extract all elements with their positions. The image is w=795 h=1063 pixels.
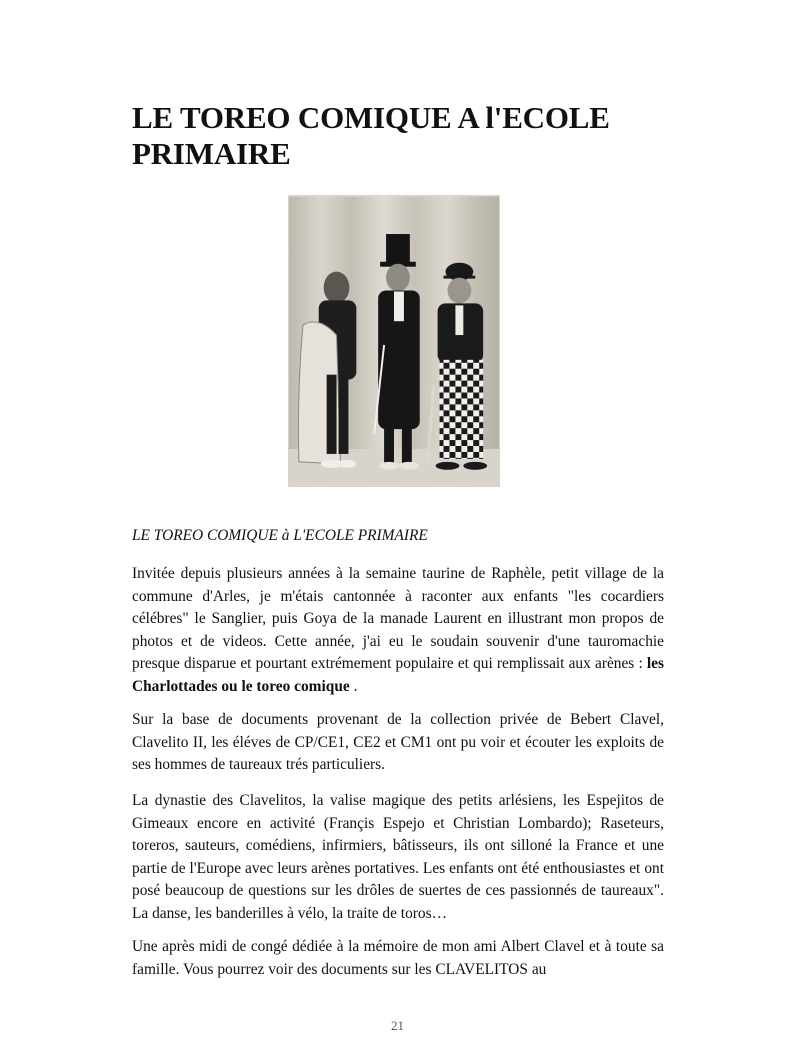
subtitle: LE TOREO COMIQUE à L'ECOLE PRIMAIRE — [132, 527, 428, 544]
page-number: 21 — [391, 1018, 404, 1033]
paragraph-1-bold: les Charlottades ou le toreo comique — [132, 655, 664, 695]
paragraph-4: Une après midi de congé dédiée à la mémoire de mon ami Albert Clavel et à toute sa famille. Vous pourrez voir des documents sur les CLAVELITOS au — [132, 938, 664, 978]
page-title: LE TOREO COMIQUE A l'ECOLE PRIMAIRE — [132, 100, 610, 171]
paragraph-1 — [132, 563, 664, 699]
paragraph-1-text: Invitée depuis plusieurs années à la semaine taurine de Raphèle, petit village de la commune d'Arles, je m'étais cantonnée à raconter aux enfants "les cocardiers célébres" le Sanglier, puis Goya de la manade Laurent en illustrant mon propos de photos et de videos. Cette année, j'ai eu le soudain souvenir d'une tauromachie presque disparue et pourtant extrémement populaire et qui remplissait aux arènes : — [132, 565, 664, 673]
paragraph-3: La dynastie des Clavelitos, la valise magique des petits arlésiens, les Espejitos de Gimeaux encore en activité (Françis Espejo et Christian Lombardo); Raseteurs, toreros, sauteurs, comédiens, infirmiers, bâtisseurs, ils ont silloné la France et une partie de l'Europe avec leurs arènes portatives. Les enfants ont été enthousiastes et ont posé beaucoup de questions sur les drôles de suertes de ces passionnés de taureaux". La danse, les banderilles à vélo, la traite de toros… — [132, 792, 664, 922]
photo-three-clowns — [288, 195, 500, 487]
paragraph-1-end: . — [349, 677, 358, 695]
paragraph-2: Sur la base de documents provenant de la collection privée de Bebert Clavel, Clavelito II, les éléves de CP/CE1, CE2 et CM1 ont pu voir et écouter les exploits de ses hommes de taureaux trés particuliers. — [132, 711, 664, 774]
